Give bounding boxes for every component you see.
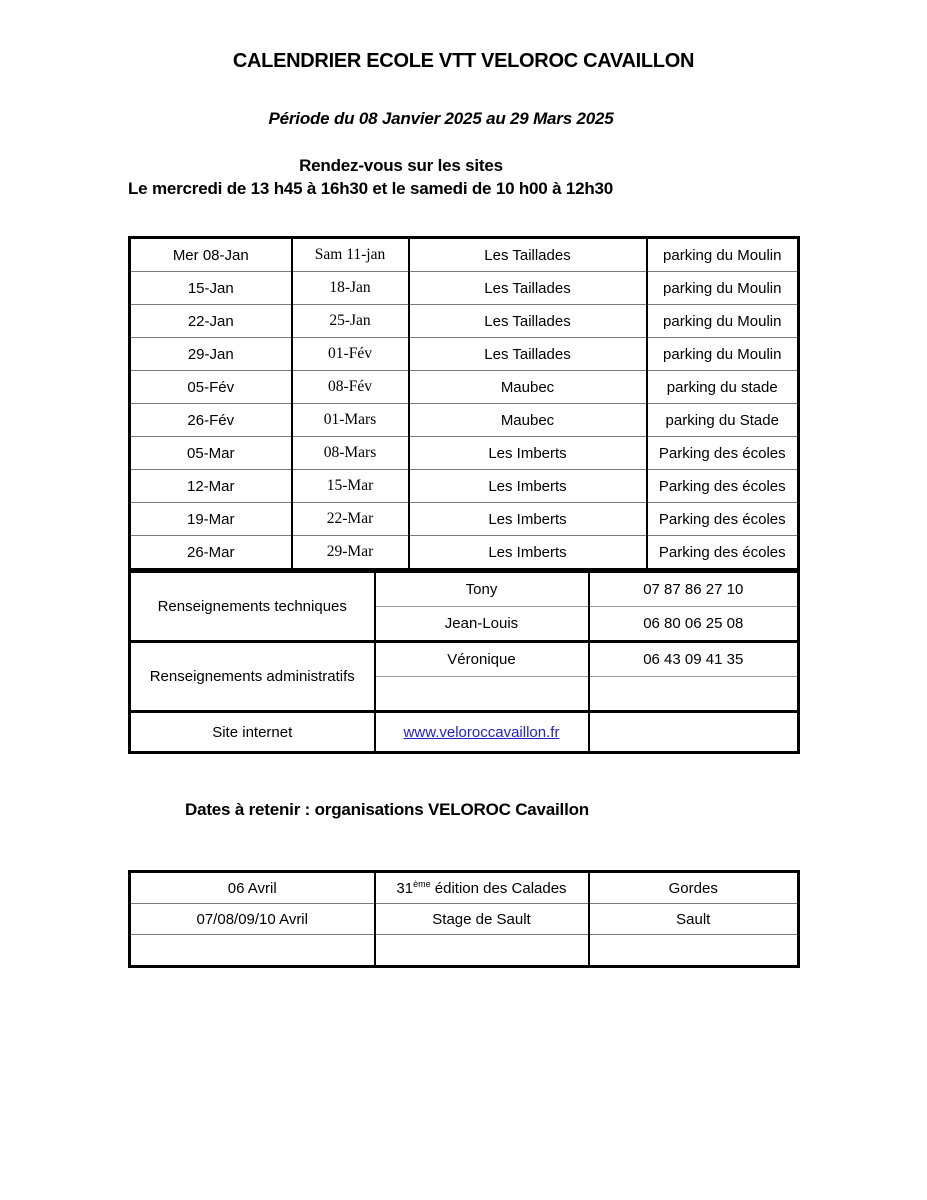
cell-parking: parking du stade (647, 371, 799, 404)
cell-site: Les Imberts (409, 503, 647, 536)
meeting-sites-line: Rendez-vous sur les sites (299, 156, 503, 175)
cell-site: Les Taillades (409, 305, 647, 338)
cell-wednesday-date: 12-Mar (130, 470, 292, 503)
cell-saturday-date: 22-Mar (292, 503, 409, 536)
cell-event-location (589, 935, 799, 967)
cell-saturday-date: 29-Mar (292, 536, 409, 570)
contact-name: Véronique (375, 642, 589, 677)
cell-wednesday-date: 19-Mar (130, 503, 292, 536)
cell-wednesday-date: Mer 08-Jan (130, 238, 292, 272)
cell-saturday-date: 18-Jan (292, 272, 409, 305)
contact-phone: 06 43 09 41 35 (589, 642, 799, 677)
events-row (130, 935, 799, 967)
cell-wednesday-date: 29-Jan (130, 338, 292, 371)
cell-wednesday-date: 22-Jan (130, 305, 292, 338)
contacts-table (128, 570, 800, 754)
contact-name: Tony (375, 572, 589, 607)
cell-parking: parking du Moulin (647, 272, 799, 305)
website-row (130, 712, 799, 753)
event-name-prefix: 31 (396, 879, 414, 897)
cell-saturday-date: 08-Fév (292, 371, 409, 404)
cell-parking: Parking des écoles (647, 536, 799, 570)
contact-label-technical: Renseignements techniques (130, 572, 375, 642)
contact-row (130, 642, 799, 677)
contact-name: Jean-Louis (375, 607, 589, 642)
cell-site: Les Taillades (409, 338, 647, 371)
cell-site: Maubec (409, 404, 647, 437)
calendar-row (130, 503, 799, 536)
contact-row (130, 572, 799, 607)
cell-site: Les Taillades (409, 238, 647, 272)
contact-phone: 06 80 06 25 08 (589, 607, 799, 642)
website-cell (375, 712, 589, 753)
cell-event-name (375, 935, 589, 967)
cell-event-date (130, 935, 375, 967)
cell-wednesday-date: 05-Mar (130, 437, 292, 470)
website-extra-cell (589, 712, 799, 753)
contact-name (375, 677, 589, 712)
website-label: Site internet (130, 712, 375, 753)
cell-saturday-date: 15-Mar (292, 470, 409, 503)
cell-site: Les Taillades (409, 272, 647, 305)
cell-saturday-date: 01-Mars (292, 404, 409, 437)
event-name-suffix: édition des Calades (430, 879, 567, 897)
cell-parking: parking du Stade (647, 404, 799, 437)
cell-event-name (375, 872, 589, 904)
events-table (128, 870, 800, 968)
cell-wednesday-date: 05-Fév (130, 371, 292, 404)
events-row (130, 872, 799, 904)
cell-wednesday-date: 15-Jan (130, 272, 292, 305)
calendar-row (130, 272, 799, 305)
cell-saturday-date: 08-Mars (292, 437, 409, 470)
cell-parking: Parking des écoles (647, 437, 799, 470)
calendar-row (130, 305, 799, 338)
cell-saturday-date: Sam 11-jan (292, 238, 409, 272)
cell-parking: parking du Moulin (647, 238, 799, 272)
event-name-superscript: ème (413, 878, 431, 889)
section-heading-dates: Dates à retenir : organisations VELOROC Cavaillon (185, 800, 589, 819)
calendar-row (130, 437, 799, 470)
cell-wednesday-date: 26-Fév (130, 404, 292, 437)
contact-label-administrative: Renseignements administratifs (130, 642, 375, 712)
contact-phone (589, 677, 799, 712)
cell-event-location: Sault (589, 904, 799, 935)
calendar-row (130, 238, 799, 272)
cell-event-name: Stage de Sault (375, 904, 589, 935)
calendar-row (130, 404, 799, 437)
calendar-row (130, 536, 799, 570)
cell-saturday-date: 01-Fév (292, 338, 409, 371)
website-link[interactable]: www.veloroccavaillon.fr (403, 723, 560, 741)
calendar-row (130, 338, 799, 371)
cell-site: Les Imberts (409, 536, 647, 570)
period-subtitle: Période du 08 Janvier 2025 au 29 Mars 2025 (268, 109, 614, 128)
cell-event-location: Gordes (589, 872, 799, 904)
cell-saturday-date: 25-Jan (292, 305, 409, 338)
calendar-table (128, 236, 800, 571)
cell-parking: Parking des écoles (647, 470, 799, 503)
cell-event-date: 06 Avril (130, 872, 375, 904)
page-title: CALENDRIER ECOLE VTT VELOROC CAVAILLON (232, 50, 695, 72)
cell-parking: parking du Moulin (647, 305, 799, 338)
calendar-row (130, 371, 799, 404)
cell-wednesday-date: 26-Mar (130, 536, 292, 570)
calendar-row (130, 470, 799, 503)
cell-site: Les Imberts (409, 470, 647, 503)
events-row (130, 904, 799, 935)
meeting-schedule-line: Le mercredi de 13 h45 à 16h30 et le samedi de 10 h00 à 12h30 (128, 179, 614, 198)
cell-parking: parking du Moulin (647, 338, 799, 371)
contact-phone: 07 87 86 27 10 (589, 572, 799, 607)
cell-site: Maubec (409, 371, 647, 404)
cell-event-date: 07/08/09/10 Avril (130, 904, 375, 935)
cell-site: Les Imberts (409, 437, 647, 470)
cell-parking: Parking des écoles (647, 503, 799, 536)
